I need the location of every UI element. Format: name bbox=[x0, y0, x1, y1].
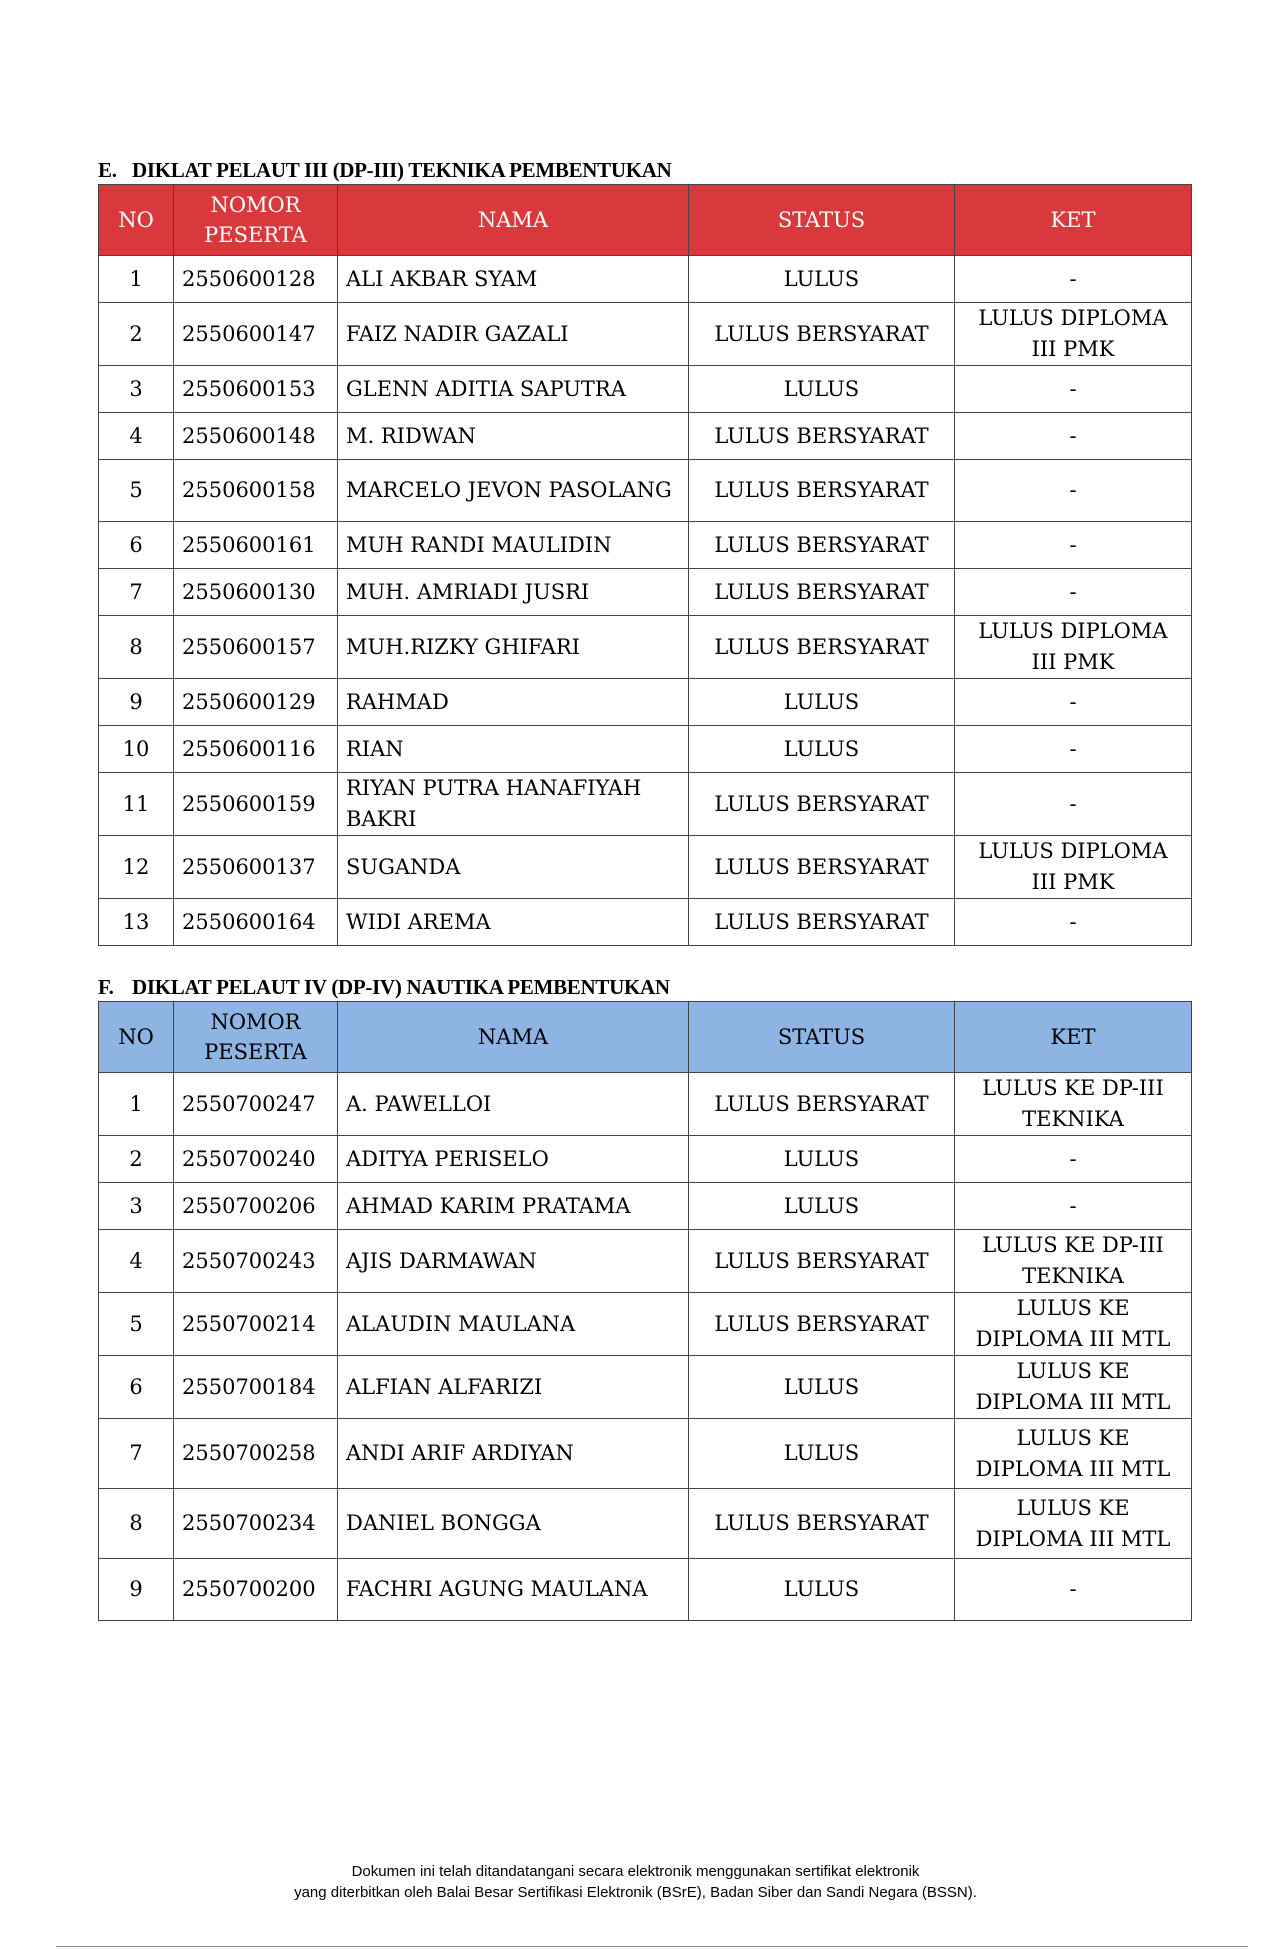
section-e-table bbox=[98, 184, 1192, 946]
cell-nomor-peserta: 2550600137 bbox=[174, 836, 338, 899]
cell-no: 7 bbox=[99, 1419, 174, 1489]
table-row bbox=[99, 836, 1192, 899]
cell-nomor-peserta: 2550600153 bbox=[174, 366, 338, 413]
cell-nama: A. PAWELLOI bbox=[338, 1073, 689, 1136]
cell-status: LULUS BERSYARAT bbox=[689, 569, 955, 616]
header-status: STATUS bbox=[689, 185, 955, 256]
header-status: STATUS bbox=[689, 1002, 955, 1073]
section-e-title-text: DIKLAT PELAUT III (DP-III) TEKNIKA PEMBENTUKAN bbox=[132, 158, 672, 182]
cell-no: 6 bbox=[99, 522, 174, 569]
cell-status: LULUS BERSYARAT bbox=[689, 303, 955, 366]
cell-status: LULUS BERSYARAT bbox=[689, 1489, 955, 1559]
cell-nomor-peserta: 2550700258 bbox=[174, 1419, 338, 1489]
table-row bbox=[99, 256, 1192, 303]
cell-no: 9 bbox=[99, 679, 174, 726]
cell-no: 3 bbox=[99, 1183, 174, 1230]
cell-nama: RAHMAD bbox=[338, 679, 689, 726]
cell-nama: M. RIDWAN bbox=[338, 413, 689, 460]
cell-ket: LULUS DIPLOMA III PMK bbox=[955, 303, 1192, 366]
cell-no: 10 bbox=[99, 726, 174, 773]
cell-ket: - bbox=[955, 773, 1192, 836]
cell-ket: - bbox=[955, 1183, 1192, 1230]
cell-status: LULUS BERSYARAT bbox=[689, 1230, 955, 1293]
cell-nomor-peserta: 2550600128 bbox=[174, 256, 338, 303]
cell-ket: LULUS KE DIPLOMA III MTL bbox=[955, 1489, 1192, 1559]
cell-nomor-peserta: 2550600161 bbox=[174, 522, 338, 569]
cell-no: 13 bbox=[99, 899, 174, 946]
cell-ket: - bbox=[955, 256, 1192, 303]
cell-nama: RIYAN PUTRA HANAFIYAH BAKRI bbox=[338, 773, 689, 836]
table-row bbox=[99, 1419, 1192, 1489]
cell-nomor-peserta: 2550700200 bbox=[174, 1559, 338, 1621]
header-no: NO bbox=[99, 185, 174, 256]
section-e-letter: E. bbox=[98, 158, 117, 182]
cell-nama: MUH. AMRIADI JUSRI bbox=[338, 569, 689, 616]
cell-nomor-peserta: 2550700214 bbox=[174, 1293, 338, 1356]
footer-signature-note bbox=[0, 1861, 1271, 1903]
cell-ket: - bbox=[955, 366, 1192, 413]
cell-nama: FAIZ NADIR GAZALI bbox=[338, 303, 689, 366]
cell-ket: - bbox=[955, 679, 1192, 726]
cell-status: LULUS bbox=[689, 366, 955, 413]
table-row bbox=[99, 616, 1192, 679]
cell-nomor-peserta: 2550600158 bbox=[174, 460, 338, 522]
cell-ket: - bbox=[955, 1559, 1192, 1621]
cell-no: 9 bbox=[99, 1559, 174, 1621]
cell-ket: LULUS KE DIPLOMA III MTL bbox=[955, 1356, 1192, 1419]
cell-nama: ALI AKBAR SYAM bbox=[338, 256, 689, 303]
table-row bbox=[99, 1489, 1192, 1559]
header-ket: KET bbox=[955, 1002, 1192, 1073]
cell-no: 4 bbox=[99, 413, 174, 460]
cell-ket: LULUS DIPLOMA III PMK bbox=[955, 616, 1192, 679]
table-row bbox=[99, 1293, 1192, 1356]
cell-nomor-peserta: 2550600130 bbox=[174, 569, 338, 616]
cell-nomor-peserta: 2550600159 bbox=[174, 773, 338, 836]
cell-ket: LULUS KE DP-III TEKNIKA bbox=[955, 1230, 1192, 1293]
cell-nomor-peserta: 2550600116 bbox=[174, 726, 338, 773]
table-row bbox=[99, 1136, 1192, 1183]
cell-status: LULUS bbox=[689, 679, 955, 726]
cell-no: 3 bbox=[99, 366, 174, 413]
cell-nomor-peserta: 2550700206 bbox=[174, 1183, 338, 1230]
cell-nama: AHMAD KARIM PRATAMA bbox=[338, 1183, 689, 1230]
table-row bbox=[99, 1230, 1192, 1293]
cell-nama: GLENN ADITIA SAPUTRA bbox=[338, 366, 689, 413]
section-f-letter: F. bbox=[98, 975, 114, 999]
cell-ket: LULUS KE DP-III TEKNIKA bbox=[955, 1073, 1192, 1136]
cell-status: LULUS bbox=[689, 1356, 955, 1419]
cell-no: 5 bbox=[99, 460, 174, 522]
cell-ket: LULUS KE DIPLOMA III MTL bbox=[955, 1293, 1192, 1356]
footer-divider bbox=[56, 1946, 1248, 1947]
cell-nomor-peserta: 2550600148 bbox=[174, 413, 338, 460]
cell-no: 1 bbox=[99, 256, 174, 303]
cell-status: LULUS bbox=[689, 1183, 955, 1230]
table-row bbox=[99, 1073, 1192, 1136]
cell-status: LULUS BERSYARAT bbox=[689, 460, 955, 522]
cell-nama: ADITYA PERISELO bbox=[338, 1136, 689, 1183]
cell-status: LULUS bbox=[689, 726, 955, 773]
cell-status: LULUS BERSYARAT bbox=[689, 1293, 955, 1356]
cell-status: LULUS bbox=[689, 256, 955, 303]
cell-ket: - bbox=[955, 1136, 1192, 1183]
cell-nama: DANIEL BONGGA bbox=[338, 1489, 689, 1559]
table-row bbox=[99, 1183, 1192, 1230]
cell-nama: AJIS DARMAWAN bbox=[338, 1230, 689, 1293]
cell-nomor-peserta: 2550700234 bbox=[174, 1489, 338, 1559]
cell-ket: - bbox=[955, 569, 1192, 616]
cell-ket: - bbox=[955, 522, 1192, 569]
section-f-rows bbox=[99, 1073, 1192, 1621]
header-nomor-peserta: NOMOR PESERTA bbox=[174, 185, 338, 256]
table-row bbox=[99, 1356, 1192, 1419]
cell-status: LULUS BERSYARAT bbox=[689, 413, 955, 460]
header-ket: KET bbox=[955, 185, 1192, 256]
cell-nama: MUH.RIZKY GHIFARI bbox=[338, 616, 689, 679]
header-nomor-peserta: NOMOR PESERTA bbox=[174, 1002, 338, 1073]
cell-no: 1 bbox=[99, 1073, 174, 1136]
cell-ket: LULUS KE DIPLOMA III MTL bbox=[955, 1419, 1192, 1489]
cell-status: LULUS bbox=[689, 1136, 955, 1183]
cell-no: 12 bbox=[99, 836, 174, 899]
cell-no: 8 bbox=[99, 616, 174, 679]
cell-nomor-peserta: 2550600129 bbox=[174, 679, 338, 726]
cell-nama: SUGANDA bbox=[338, 836, 689, 899]
table-header-row bbox=[99, 185, 1192, 256]
cell-no: 2 bbox=[99, 1136, 174, 1183]
cell-ket: LULUS DIPLOMA III PMK bbox=[955, 836, 1192, 899]
cell-nama: MARCELO JEVON PASOLANG bbox=[338, 460, 689, 522]
cell-nama: WIDI AREMA bbox=[338, 899, 689, 946]
cell-no: 11 bbox=[99, 773, 174, 836]
section-e-title bbox=[98, 158, 1190, 182]
section-f-title bbox=[98, 975, 1190, 999]
table-row bbox=[99, 522, 1192, 569]
cell-nama: ALAUDIN MAULANA bbox=[338, 1293, 689, 1356]
cell-no: 2 bbox=[99, 303, 174, 366]
cell-status: LULUS bbox=[689, 1559, 955, 1621]
cell-status: LULUS BERSYARAT bbox=[689, 773, 955, 836]
table-row bbox=[99, 569, 1192, 616]
cell-status: LULUS BERSYARAT bbox=[689, 836, 955, 899]
cell-nomor-peserta: 2550700243 bbox=[174, 1230, 338, 1293]
cell-nomor-peserta: 2550600157 bbox=[174, 616, 338, 679]
cell-nama: RIAN bbox=[338, 726, 689, 773]
cell-ket: - bbox=[955, 899, 1192, 946]
cell-status: LULUS bbox=[689, 1419, 955, 1489]
section-f-table bbox=[98, 1001, 1192, 1621]
table-row bbox=[99, 726, 1192, 773]
cell-nomor-peserta: 2550600164 bbox=[174, 899, 338, 946]
cell-ket: - bbox=[955, 726, 1192, 773]
cell-no: 8 bbox=[99, 1489, 174, 1559]
table-row bbox=[99, 1559, 1192, 1621]
cell-status: LULUS BERSYARAT bbox=[689, 1073, 955, 1136]
cell-nomor-peserta: 2550700240 bbox=[174, 1136, 338, 1183]
table-row bbox=[99, 413, 1192, 460]
cell-no: 4 bbox=[99, 1230, 174, 1293]
table-row bbox=[99, 773, 1192, 836]
table-row bbox=[99, 303, 1192, 366]
footer-line-2: yang diterbitkan oleh Balai Besar Sertifikasi Elektronik (BSrE), Badan Siber dan Sandi Negara (BSSN). bbox=[294, 1884, 977, 1901]
table-header-row bbox=[99, 1002, 1192, 1073]
cell-nama: ALFIAN ALFARIZI bbox=[338, 1356, 689, 1419]
footer-line-1: Dokumen ini telah ditandatangani secara elektronik menggunakan sertifikat elektronik bbox=[351, 1863, 920, 1880]
section-f-title-text: DIKLAT PELAUT IV (DP-IV) NAUTIKA PEMBENTUKAN bbox=[132, 975, 670, 999]
cell-nama: ANDI ARIF ARDIYAN bbox=[338, 1419, 689, 1489]
cell-no: 7 bbox=[99, 569, 174, 616]
table-row bbox=[99, 460, 1192, 522]
table-row bbox=[99, 899, 1192, 946]
cell-ket: - bbox=[955, 413, 1192, 460]
cell-status: LULUS BERSYARAT bbox=[689, 522, 955, 569]
cell-ket: - bbox=[955, 460, 1192, 522]
section-e-rows bbox=[99, 256, 1192, 946]
cell-nomor-peserta: 2550700184 bbox=[174, 1356, 338, 1419]
cell-nama: MUH RANDI MAULIDIN bbox=[338, 522, 689, 569]
cell-no: 5 bbox=[99, 1293, 174, 1356]
header-no: NO bbox=[99, 1002, 174, 1073]
header-nama: NAMA bbox=[338, 185, 689, 256]
cell-no: 6 bbox=[99, 1356, 174, 1419]
table-row bbox=[99, 366, 1192, 413]
cell-nomor-peserta: 2550700247 bbox=[174, 1073, 338, 1136]
cell-status: LULUS BERSYARAT bbox=[689, 899, 955, 946]
header-nama: NAMA bbox=[338, 1002, 689, 1073]
cell-nomor-peserta: 2550600147 bbox=[174, 303, 338, 366]
table-row bbox=[99, 679, 1192, 726]
cell-status: LULUS BERSYARAT bbox=[689, 616, 955, 679]
cell-nama: FACHRI AGUNG MAULANA bbox=[338, 1559, 689, 1621]
